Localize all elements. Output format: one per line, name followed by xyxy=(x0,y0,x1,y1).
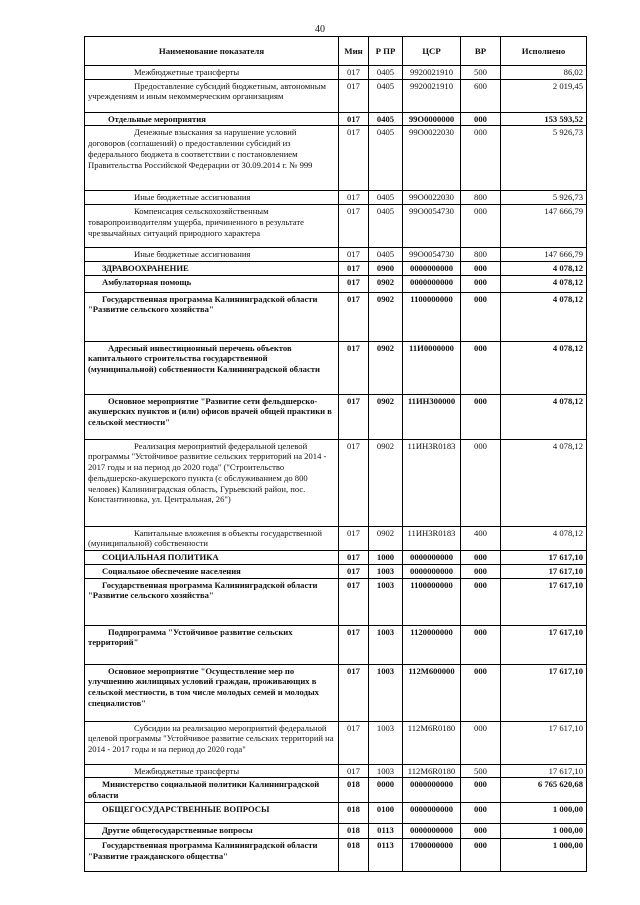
row-min: 018 xyxy=(339,802,369,823)
row-min: 017 xyxy=(339,248,369,262)
table-row xyxy=(85,764,587,778)
row-vr: 000 xyxy=(461,578,501,625)
row-csr: 0000000000 xyxy=(403,778,461,802)
row-vr: 000 xyxy=(461,275,501,292)
table-row xyxy=(85,526,587,550)
row-vr: 000 xyxy=(461,261,501,275)
row-min: 017 xyxy=(339,191,369,205)
row-name: Компенсация сельскохозяйственным товаропроизводителям ущерба, причиненного в результате чрезвычайных ситуаций природного характера xyxy=(85,205,339,248)
row-rpr: 0900 xyxy=(369,261,403,275)
row-done: 153 593,52 xyxy=(501,112,587,126)
row-name: Государственная программа Калининградской области "Развитие сельского хозяйства" xyxy=(85,292,339,341)
table-row xyxy=(85,394,587,439)
row-name: Государственная программа Калининградской области "Развитие сельского хозяйства" xyxy=(85,578,339,625)
row-name: ОБЩЕГОСУДАРСТВЕННЫЕ ВОПРОСЫ xyxy=(85,802,339,823)
row-rpr: 0405 xyxy=(369,112,403,126)
row-name: Другие общегосударственные вопросы xyxy=(85,823,339,838)
table-row xyxy=(85,261,587,275)
row-name: Субсидии на реализацию мероприятий федеральной целевой программы "Устойчивое развитие сельских территорий на 2014 - 2017 годы и на период до 2020 года" xyxy=(85,721,339,764)
row-min: 018 xyxy=(339,778,369,802)
row-min: 017 xyxy=(339,526,369,550)
table-row xyxy=(85,191,587,205)
row-csr: 0000000000 xyxy=(403,823,461,838)
row-done: 4 078,12 xyxy=(501,526,587,550)
row-name: Социальное обеспечение населения xyxy=(85,564,339,578)
row-name: Иные бюджетные ассигнования xyxy=(85,248,339,262)
row-vr: 000 xyxy=(461,564,501,578)
row-vr: 600 xyxy=(461,79,501,112)
row-csr: 1100000000 xyxy=(403,578,461,625)
row-done: 1 000,00 xyxy=(501,802,587,823)
row-done: 4 078,12 xyxy=(501,439,587,526)
row-vr: 000 xyxy=(461,778,501,802)
row-vr: 000 xyxy=(461,112,501,126)
row-rpr: 0902 xyxy=(369,526,403,550)
row-rpr: 0405 xyxy=(369,191,403,205)
row-csr: 99О0022030 xyxy=(403,191,461,205)
row-rpr: 0405 xyxy=(369,79,403,112)
table-row xyxy=(85,248,587,262)
row-csr: 99О0054730 xyxy=(403,205,461,248)
table-row xyxy=(85,625,587,664)
row-vr: 000 xyxy=(461,439,501,526)
table-row xyxy=(85,66,587,80)
row-rpr: 1003 xyxy=(369,764,403,778)
row-rpr: 0113 xyxy=(369,823,403,838)
row-vr: 500 xyxy=(461,764,501,778)
table-row xyxy=(85,778,587,802)
header-csr: ЦСР xyxy=(403,37,461,66)
row-done: 17 617,10 xyxy=(501,578,587,625)
row-name: Предоставление субсидий бюджетным, автономным учреждениям и иным некоммерческим организациям xyxy=(85,79,339,112)
row-done: 17 617,10 xyxy=(501,551,587,565)
row-min: 018 xyxy=(339,838,369,871)
row-csr: 1100000000 xyxy=(403,292,461,341)
table-row xyxy=(85,439,587,526)
row-rpr: 1003 xyxy=(369,625,403,664)
row-done: 1 000,00 xyxy=(501,838,587,871)
row-min: 017 xyxy=(339,205,369,248)
row-vr: 500 xyxy=(461,66,501,80)
row-done: 1 000,00 xyxy=(501,823,587,838)
table-row xyxy=(85,126,587,191)
row-min: 017 xyxy=(339,551,369,565)
row-csr: 11И0000000 xyxy=(403,341,461,394)
row-name: Подпрограмма "Устойчивое развитие сельских территорий" xyxy=(85,625,339,664)
table-row xyxy=(85,564,587,578)
row-name: Межбюджетные трансферты xyxy=(85,66,339,80)
row-csr: 99О0054730 xyxy=(403,248,461,262)
row-rpr: 0405 xyxy=(369,126,403,191)
row-csr: 11ИН300000 xyxy=(403,394,461,439)
row-vr: 000 xyxy=(461,823,501,838)
row-min: 017 xyxy=(339,664,369,721)
row-name: Иные бюджетные ассигнования xyxy=(85,191,339,205)
row-rpr: 0902 xyxy=(369,341,403,394)
row-csr: 11ИН3R0183 xyxy=(403,526,461,550)
row-name: Основное мероприятие "Осуществление мер по улучшению жилищных условий граждан, проживающих в сельской местности, в том числе молодых семей и молодых специалистов" xyxy=(85,664,339,721)
row-rpr: 1003 xyxy=(369,564,403,578)
row-done: 4 078,12 xyxy=(501,275,587,292)
row-done: 147 666,79 xyxy=(501,205,587,248)
row-vr: 000 xyxy=(461,126,501,191)
page-number: 40 xyxy=(315,24,325,35)
row-vr: 000 xyxy=(461,341,501,394)
header-vr: ВР xyxy=(461,37,501,66)
row-name: Адресный инвестиционный перечень объектов капитального строительства государственной (муниципальной) собственности Калининградской области xyxy=(85,341,339,394)
row-done: 17 617,10 xyxy=(501,764,587,778)
row-min: 017 xyxy=(339,292,369,341)
row-done: 6 765 620,68 xyxy=(501,778,587,802)
row-rpr: 0405 xyxy=(369,205,403,248)
row-rpr: 0902 xyxy=(369,439,403,526)
table-row xyxy=(85,341,587,394)
row-vr: 000 xyxy=(461,551,501,565)
row-csr: 0000000000 xyxy=(403,802,461,823)
table-row xyxy=(85,664,587,721)
table-header-row xyxy=(85,37,587,66)
row-name: Государственная программа Калининградской области "Развитие гражданского общества" xyxy=(85,838,339,871)
row-rpr: 0405 xyxy=(369,66,403,80)
header-done: Исполнено xyxy=(501,37,587,66)
row-name: Министерство социальной политики Калининградской области xyxy=(85,778,339,802)
row-done: 4 078,12 xyxy=(501,341,587,394)
row-min: 017 xyxy=(339,721,369,764)
row-name: Реализация мероприятий федеральной целевой программы "Устойчивое развитие сельских территорий на 2014 - 2017 годы и на период до 2020 года" ("Строительство фельдшерско-акушерского пункта (с обслуживанием до 800 человек) Калининградская область, Гурьевский район, пос. Константиновка, ул. Центральная, 26") xyxy=(85,439,339,526)
header-name: Наименование показателя xyxy=(85,37,339,66)
row-rpr: 1003 xyxy=(369,664,403,721)
row-done: 4 078,12 xyxy=(501,394,587,439)
row-csr: 112М6R0180 xyxy=(403,764,461,778)
table-row xyxy=(85,79,587,112)
row-rpr: 0000 xyxy=(369,778,403,802)
row-done: 17 617,10 xyxy=(501,625,587,664)
row-csr: 1120000000 xyxy=(403,625,461,664)
table-row xyxy=(85,838,587,871)
row-rpr: 1003 xyxy=(369,721,403,764)
row-done: 4 078,12 xyxy=(501,261,587,275)
row-csr: 0000000000 xyxy=(403,551,461,565)
row-csr: 99О0022030 xyxy=(403,126,461,191)
row-done: 5 926,73 xyxy=(501,191,587,205)
row-csr: 11ИН3R0183 xyxy=(403,439,461,526)
row-done: 2 019,45 xyxy=(501,79,587,112)
row-vr: 000 xyxy=(461,625,501,664)
row-name: Денежные взыскания за нарушение условий договоров (соглашений) о предоставлении субсидий из федерального бюджета в соответствии с постановлением Правительства Российской Федерации от 30.09.2014 г. № 999 xyxy=(85,126,339,191)
row-csr: 9920021910 xyxy=(403,66,461,80)
row-done: 5 926,73 xyxy=(501,126,587,191)
row-vr: 000 xyxy=(461,721,501,764)
row-name: Отдельные мероприятия xyxy=(85,112,339,126)
row-vr: 000 xyxy=(461,838,501,871)
table-row xyxy=(85,292,587,341)
row-csr: 0000000000 xyxy=(403,275,461,292)
row-min: 017 xyxy=(339,126,369,191)
row-min: 017 xyxy=(339,79,369,112)
row-csr: 0000000000 xyxy=(403,261,461,275)
row-vr: 000 xyxy=(461,394,501,439)
row-csr: 112М600000 xyxy=(403,664,461,721)
row-min: 017 xyxy=(339,394,369,439)
table-row xyxy=(85,802,587,823)
row-rpr: 0902 xyxy=(369,292,403,341)
row-min: 017 xyxy=(339,764,369,778)
row-done: 4 078,12 xyxy=(501,292,587,341)
row-min: 017 xyxy=(339,625,369,664)
row-rpr: 1000 xyxy=(369,551,403,565)
row-vr: 000 xyxy=(461,205,501,248)
row-csr: 1700000000 xyxy=(403,838,461,871)
row-vr: 000 xyxy=(461,292,501,341)
row-min: 017 xyxy=(339,275,369,292)
row-rpr: 0405 xyxy=(369,248,403,262)
row-rpr: 1003 xyxy=(369,578,403,625)
row-vr: 400 xyxy=(461,526,501,550)
row-csr: 0000000000 xyxy=(403,564,461,578)
table-row xyxy=(85,551,587,565)
row-name: Межбюджетные трансферты xyxy=(85,764,339,778)
row-vr: 000 xyxy=(461,802,501,823)
row-csr: 9920021910 xyxy=(403,79,461,112)
row-min: 017 xyxy=(339,578,369,625)
row-csr: 112М6R0180 xyxy=(403,721,461,764)
row-min: 017 xyxy=(339,439,369,526)
table-row xyxy=(85,275,587,292)
row-name: ЗДРАВООХРАНЕНИЕ xyxy=(85,261,339,275)
table-row xyxy=(85,721,587,764)
row-done: 147 666,79 xyxy=(501,248,587,262)
row-vr: 800 xyxy=(461,248,501,262)
header-rpr: Р ПР xyxy=(369,37,403,66)
row-min: 017 xyxy=(339,261,369,275)
table-row xyxy=(85,823,587,838)
row-done: 86,02 xyxy=(501,66,587,80)
row-vr: 800 xyxy=(461,191,501,205)
row-done: 17 617,10 xyxy=(501,564,587,578)
row-min: 017 xyxy=(339,66,369,80)
row-vr: 000 xyxy=(461,664,501,721)
row-done: 17 617,10 xyxy=(501,721,587,764)
table-row xyxy=(85,112,587,126)
row-min: 018 xyxy=(339,823,369,838)
row-rpr: 0113 xyxy=(369,838,403,871)
row-min: 017 xyxy=(339,341,369,394)
row-rpr: 0100 xyxy=(369,802,403,823)
row-rpr: 0902 xyxy=(369,394,403,439)
budget-table xyxy=(84,36,587,872)
row-name: Капитальные вложения в объекты государственной (муниципальной) собственности xyxy=(85,526,339,550)
header-min: Мин xyxy=(339,37,369,66)
row-rpr: 0902 xyxy=(369,275,403,292)
row-name: Основное мероприятие "Развитие сети фельдшерско-акушерских пунктов и (или) офисов врачей общей практики в сельской местности" xyxy=(85,394,339,439)
row-done: 17 617,10 xyxy=(501,664,587,721)
row-csr: 99О0000000 xyxy=(403,112,461,126)
row-name: Амбулаторная помощь xyxy=(85,275,339,292)
table-row xyxy=(85,578,587,625)
row-min: 017 xyxy=(339,112,369,126)
table-row xyxy=(85,205,587,248)
row-min: 017 xyxy=(339,564,369,578)
row-name: СОЦИАЛЬНАЯ ПОЛИТИКА xyxy=(85,551,339,565)
